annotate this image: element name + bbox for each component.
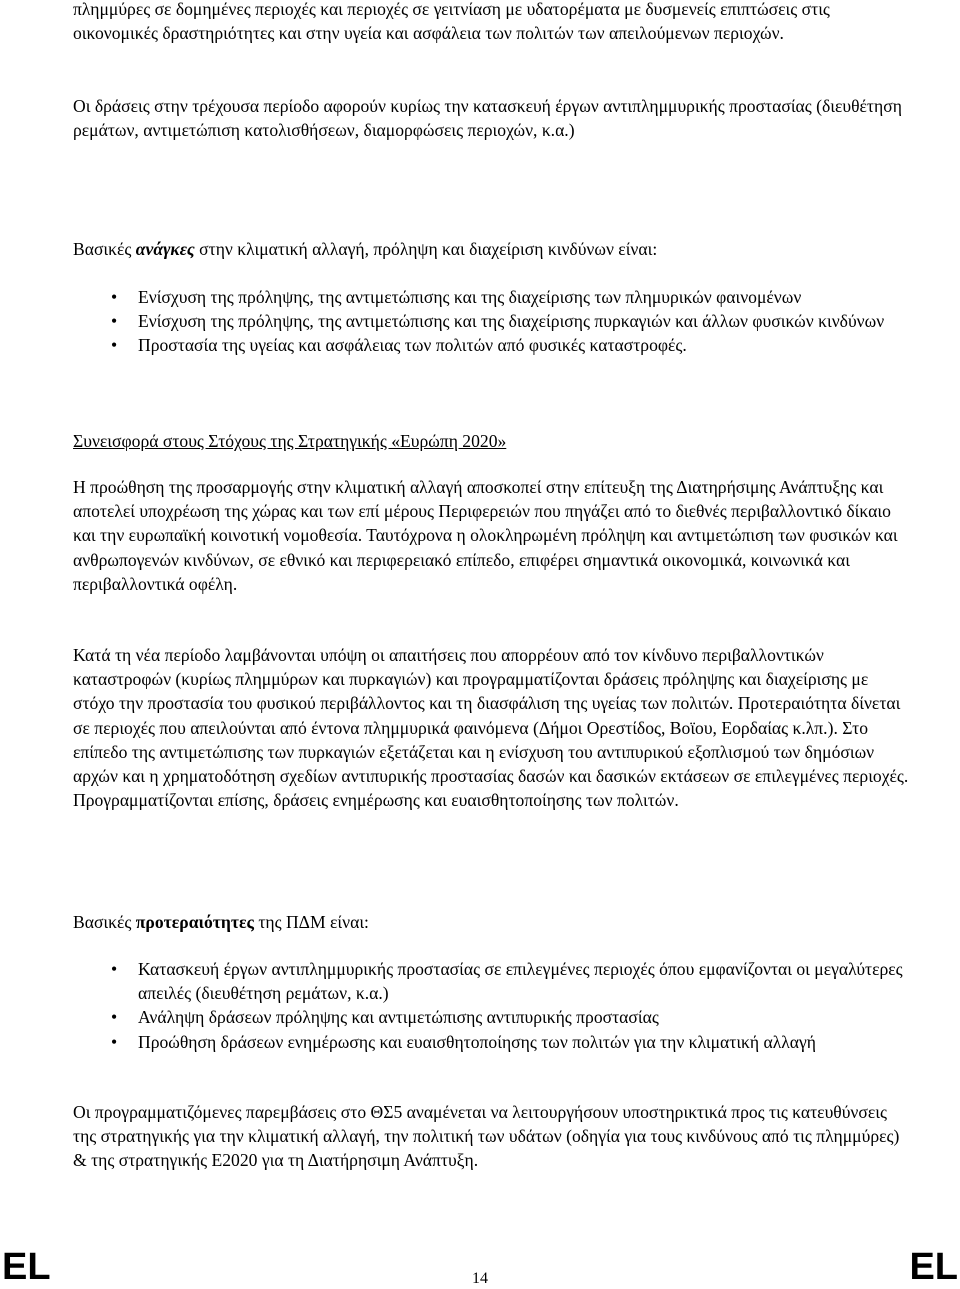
priorities-list (73, 957, 913, 1054)
needs-intro-bold: ανάγκες (135, 239, 195, 259)
priorities-intro-post: της ΠΔΜ είναι: (253, 912, 369, 932)
priorities-intro (73, 910, 913, 934)
needs-list-item: • Ενίσχυση της πρόληψης, της αντιμετώπισης και της διαχείρισης των πλημυρικών φαινομένων (73, 285, 913, 309)
priorities-list-item: • Ανάληψη δράσεων πρόληψης και αντιμετώπισης αντιπυρικής προστασίας (73, 1005, 913, 1029)
needs-intro-pre: Βασικές (73, 239, 136, 259)
needs-list-item: • Προστασία της υγείας και ασφάλειας των πολιτών από φυσικές καταστροφές. (73, 333, 913, 357)
priorities-list-item: • Κατασκευή έργων αντιπλημμυρικής προστασίας σε επιλεγμένες περιοχές όπου εμφανίζονται οι μεγαλύτερες απειλές (διευθέτηση ρεμάτων, κ.α.) (111, 959, 903, 1004)
priorities-intro-bold: προτεραιότητες (135, 912, 254, 932)
language-code-right: EL (909, 1246, 958, 1288)
bullet-icon: • (111, 335, 118, 356)
needs-intro (73, 237, 913, 261)
bullet-icon: • (111, 959, 118, 979)
bullet-icon: • (111, 311, 118, 332)
needs-list-item: • Ενίσχυση της πρόληψης, της αντιμετώπισης και της διαχείρισης πυρκαγιών και άλλων φυσικών κινδύνων (73, 309, 913, 333)
paragraph-new-period: Κατά τη νέα περίοδο λαμβάνονται υπόψη οι απαιτήσεις που απορρέουν από τον κίνδυνο περιβαλλοντικών καταστροφών (κυρίως πλημμύρων και πυρκαγιών) και προγραμματίζονται δράσεις πρόληψης και διαχείρισης με στόχο την προστασία του φυσικού περιβάλλοντος και τη διασφάλιση της υγείας των πολιτών. Προτεραιότητα δίνεται σε περιοχές που απειλούνται από έντονα πλημμυρικά φαινόμενα (Δήμοι Ορεστίδος, Βοϊου, Εορδαίας κ.λπ.). Στο επίπεδο της αντιμετώπισης των πυρκαγιών εξετάζεται και η ενίσχυση του αντιπυρικού εξοπλισμού των δημόσιων αρχών και η χρηματοδότηση σχεδίων αντιπυρικής προστασίας δασών και δασικών εκτάσεων σε επιλεγμένες περιοχές. Προγραμματίζονται επίσης, δράσεις ενημέρωσης και ευαισθητοποίησης των πολιτών. (73, 645, 909, 811)
needs-intro-post: στην κλιματική αλλαγή, πρόληψη και διαχείριση κινδύνων είναι: (194, 239, 658, 259)
priorities-intro-pre: Βασικές (73, 912, 136, 932)
paragraph-interventions: Οι προγραμματιζόμενες παρεμβάσεις στο ΘΣ5 αναμένεται να λειτουργήσουν υποστηρικτικά προς τις κατευθύνσεις της στρατηγικής για την κλιματική αλλαγή, την πολιτική των υδάτων (οδηγία για τους κινδύνους από τις πλημμύρες) & της στρατηγικής Ε2020 για τη Διατήρησιμη Ανάπτυξη. (73, 1102, 900, 1171)
paragraph-flood-impacts: πλημμύρες σε δομημένες περιοχές και περιοχές σε γειτνίαση με υδατορέματα με δυσμενείς επιπτώσεις στις οικονομικές δραστηριότητες και στην υγεία και ασφάλεια των πολιτών των απειλούμενων περιοχών. (73, 0, 830, 44)
paragraph-adaptation: Η προώθηση της προσαρμογής στην κλιματική αλλαγή αποσκοπεί στην επίτευξη της Διατηρήσιμης Ανάπτυξης και αποτελεί υποχρέωση της χώρας και των επί μέρους Περιφερειών που πηγάζει από το διεθνές περιβαλλοντικό δίκαιο και την ευρωπαϊκή κοινοτική νομοθεσία. Ταυτόχρονα η ολοκληρωμένη πρόληψη και αντιμετώπιση των φυσικών και ανθρωπογενών κινδύνων, σε εθνικό και περιφερειακό επίπεδο, επιφέρει σημαντικά οικονομικά, κοινωνικά και περιβαλλοντικά οφέλη. (73, 477, 898, 594)
bullet-icon: • (111, 1007, 118, 1028)
priorities-list-item: • Προώθηση δράσεων ενημέρωσης και ευαισθητοποίησης των πολιτών για την κλιματική αλλαγή (73, 1030, 913, 1054)
page-number: 14 (472, 1270, 488, 1287)
bullet-icon: • (111, 1031, 118, 1052)
needs-list (73, 285, 913, 358)
bullet-icon: • (111, 287, 118, 307)
language-code-left: EL (2, 1246, 51, 1288)
paragraph-current-actions: Οι δράσεις στην τρέχουσα περίοδο αφορούν κυρίως την κατασκευή έργων αντιπλημμυρικής προστασίας (διευθέτηση ρεμάτων, αντιμετώπιση κατολισθήσεων, διαμορφώσεις περιοχών, κ.α.) (73, 96, 902, 141)
section-heading: Συνεισφορά στους Στόχους της Στρατηγικής «Ευρώπη 2020» (73, 431, 507, 451)
